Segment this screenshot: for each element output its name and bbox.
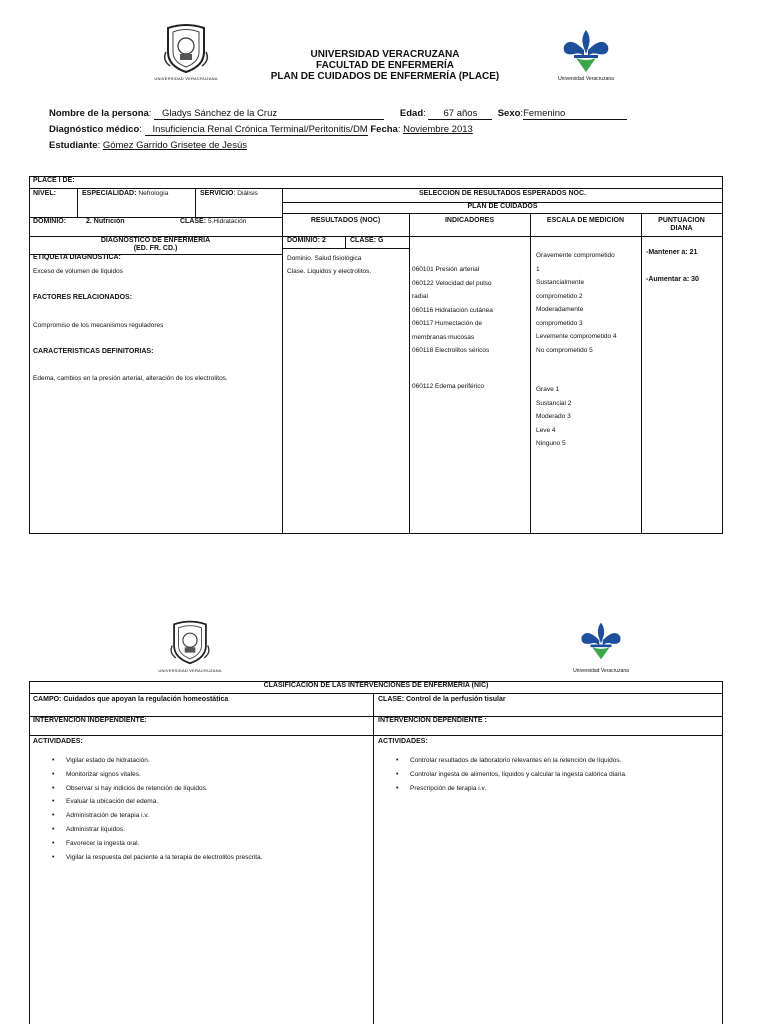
actividad-item: • Prescripción de terapia i.v. (392, 784, 627, 798)
escala-item: No comprometido 5 (536, 346, 593, 354)
escala-list-1 (536, 249, 617, 357)
escala-item: Sustancial 2 (536, 399, 572, 407)
escala-item: Moderado 3 (536, 413, 571, 420)
seleccion-header: SELECCION DE RESULTADOS ESPERADOS NOC. (419, 190, 586, 197)
especialidad-cell (82, 190, 168, 197)
especialidad-label: ESPECIALIDAD: (82, 190, 137, 197)
indicador-edema: 060112 Edema periférico (412, 383, 485, 390)
actividad-item: • Observar si hay indicios de retención de líquidos. (48, 784, 262, 798)
escala-item: Leve 4 (536, 426, 556, 434)
etiqueta-label: ETIQUETA DIAGNOSTICA: (33, 254, 121, 261)
escala-item: Gravemente comprometido (536, 252, 615, 259)
name-value-field (154, 108, 384, 120)
escala-item: Ninguno 5 (536, 440, 566, 447)
logo-caption-2: Universidad Veracruzana (573, 668, 629, 674)
age-value: 67 años (428, 108, 492, 120)
sex-value: Femenino (523, 108, 627, 120)
actividad-item: • Controlar resultados de laboratorio relevantes en la retención de líquidos. (392, 756, 627, 770)
clase-g-label: CLASE: G (350, 237, 384, 244)
indicador-item: membranas mucosas (412, 333, 475, 341)
actividad-item: • Monitorizar signos vitales. (48, 770, 262, 784)
actividades-list-left (48, 756, 262, 866)
escala-item: comprometido 3 (536, 319, 583, 327)
seal-caption: UNIVERSIDAD VERACRUZANA (154, 76, 218, 81)
noc-dominio: Dominio. Salud fisiológica (287, 255, 362, 262)
student-value: Gómez Garrido Grisetee de Jesús (102, 140, 247, 151)
fleur-de-lis-logo-icon-2 (580, 620, 622, 662)
actividad-item: • Vigilar estado de hidratación. (48, 756, 262, 770)
actividades-list-right (392, 756, 627, 797)
factores-label: FACTORES RELACIONADOS: (33, 294, 133, 301)
university-name: UNIVERSIDAD VERACRUZANA (310, 49, 460, 60)
caract-value: Edema, cambios en la presión arterial, alteración de los electrolitos. (33, 375, 228, 382)
patient-info-row3: Estudiante: Gómez Garrido Grisetee de Jesús (49, 140, 247, 151)
servicio-label: SERVICIO (200, 190, 234, 197)
nic-clase: CLASE: Control de la perfusión tisular (378, 696, 506, 703)
caract-label: CARACTERISTICAS DEFINITORIAS: (33, 348, 154, 355)
name-label: Nombre de la persona (49, 108, 149, 119)
mantener-value: -Mantener a: 21 (646, 249, 698, 256)
actividad-item: • Administración de terapia i.v. (48, 811, 262, 825)
etiqueta-value: Exceso de volumen de líquidos (33, 268, 123, 275)
student-label: Estudiante (49, 140, 98, 151)
nic-title: CLASIFICACION DE LAS INTERVENCIONES DE ENFERMERIA (NIC) (263, 682, 489, 689)
actividad-item: • Administrar líquidos. (48, 825, 262, 839)
diana-label: DIANA (670, 225, 693, 232)
seal-caption-2: UNIVERSIDAD VERACRUZANA (158, 668, 222, 673)
escala-item: Moderadamente (536, 306, 584, 313)
resultados-noc-header: RESULTADOS (NOC) (310, 217, 381, 224)
intervencion-dependiente: INTERVENCION DEPENDIENTE : (378, 717, 487, 724)
date-label: Fecha (370, 124, 398, 135)
age-label: Edad (399, 108, 424, 119)
university-seal-icon (160, 22, 212, 74)
servicio-cell: SERVICIO: Diálisis (200, 190, 258, 197)
indicador-item: 060116 Hidratación cutánea (412, 306, 493, 314)
diag-enf-title: DIAGNOSTICO DE ENFERMERIA (100, 237, 211, 244)
diag-value: Insuficiencia Renal Crónica Terminal/Peritonitis/DM (152, 124, 368, 135)
actividad-item: • Vigilar la respuesta del paciente a la terapia de electrolitos prescrita. (48, 853, 262, 867)
servicio-value: Diálisis (237, 190, 258, 197)
diag-value-field (145, 124, 368, 136)
clase-cell (180, 218, 246, 225)
nic-campo: CAMPO: Cuidados que apoyan la regulación homeostática (33, 696, 229, 703)
puntuacion-label: PUNTUACION (658, 217, 705, 224)
logo-caption: Universidad Veracruzana (558, 76, 614, 82)
place-de-label: PLACE I DE: (33, 177, 75, 184)
clase-value: 5.Hidratación (208, 218, 247, 225)
aumentar-value: -Aumentar a: 30 (646, 276, 699, 283)
diag-label: Diagnóstico médico (49, 124, 140, 135)
header-title (230, 49, 540, 82)
escala-list-2 (536, 383, 571, 451)
escala-item: Grave 1 (536, 386, 560, 393)
university-seal-icon-2 (167, 619, 213, 665)
patient-info-row2: Diagnóstico médico: Insuficiencia Renal Crónica Terminal/Peritonitis/DM Fecha: Noviembre 2013 (49, 124, 473, 135)
indicador-item: 060122 Velocidad del pulso (412, 279, 492, 287)
clase-label: CLASE: (180, 218, 207, 225)
dominio-value: 2. Nutrición (86, 218, 125, 225)
indicador-item: 060101 Presión arterial (412, 266, 480, 273)
escala-item: 1 (536, 265, 540, 273)
plan-cuidados-header: PLAN DE CUIDADOS (467, 203, 538, 210)
escala-item: Levemente comprometido 4 (536, 333, 617, 340)
indicador-item: radial (412, 293, 428, 300)
actividad-item: • Evaluar la ubicación del edema. (48, 797, 262, 811)
plan-title: PLAN DE CUIDADOS DE ENFERMERÍA (PLACE) (270, 71, 500, 82)
dominio2-label: DOMINIO: 2 (287, 237, 326, 244)
indicador-item: 060118 Electrolitos séricos (412, 347, 490, 354)
factores-value: Compromiso de los mecanismos reguladores (33, 322, 164, 329)
nivel-label: NIVEL: (33, 190, 56, 197)
faculty-name: FACULTAD DE ENFERMERÍA (316, 60, 454, 71)
actividad-item: • Controlar ingesta de alimentos, líquidos y calcular la ingesta calórica diaria. (392, 770, 627, 784)
date-value: Noviembre 2013 (403, 124, 473, 135)
patient-info-row1: Nombre de la persona: Gladys Sánchez de la Cruz Edad: 67 años Sexo:Femenino (49, 108, 627, 120)
escala-item: comprometido 2 (536, 292, 583, 300)
puntuacion-diana-header (641, 217, 722, 233)
escala-item: Sustancialmente (536, 279, 585, 286)
sex-label: Sexo (497, 108, 521, 119)
name-value: Gladys Sánchez de la Cruz (161, 108, 278, 119)
dominio-label: DOMINIO: (33, 218, 67, 225)
diagnostico-enfermeria-header (29, 237, 282, 253)
fleur-de-lis-logo-icon (562, 28, 610, 74)
especialidad-value: Nefrología (138, 190, 169, 197)
noc-clase: Clase. Liquidos y electrolitos. (287, 268, 372, 275)
actividades-label-left: ACTIVIDADES: (33, 738, 83, 745)
escala-medicion-header: ESCALA DE MEDICION (546, 217, 625, 224)
actividad-item: • Favorecer la ingesta oral. (48, 839, 262, 853)
actividades-label-right: ACTIVIDADES: (378, 738, 428, 745)
indicador-item: 060117 Humectación de (412, 320, 482, 327)
intervencion-independiente: INTERVENCION INDEPENDIENTE: (33, 717, 147, 724)
indicadores-header: INDICADORES (444, 217, 494, 224)
diag-enf-sub: (ED. FR. CD.) (133, 245, 178, 252)
indicadores-list (412, 263, 493, 358)
